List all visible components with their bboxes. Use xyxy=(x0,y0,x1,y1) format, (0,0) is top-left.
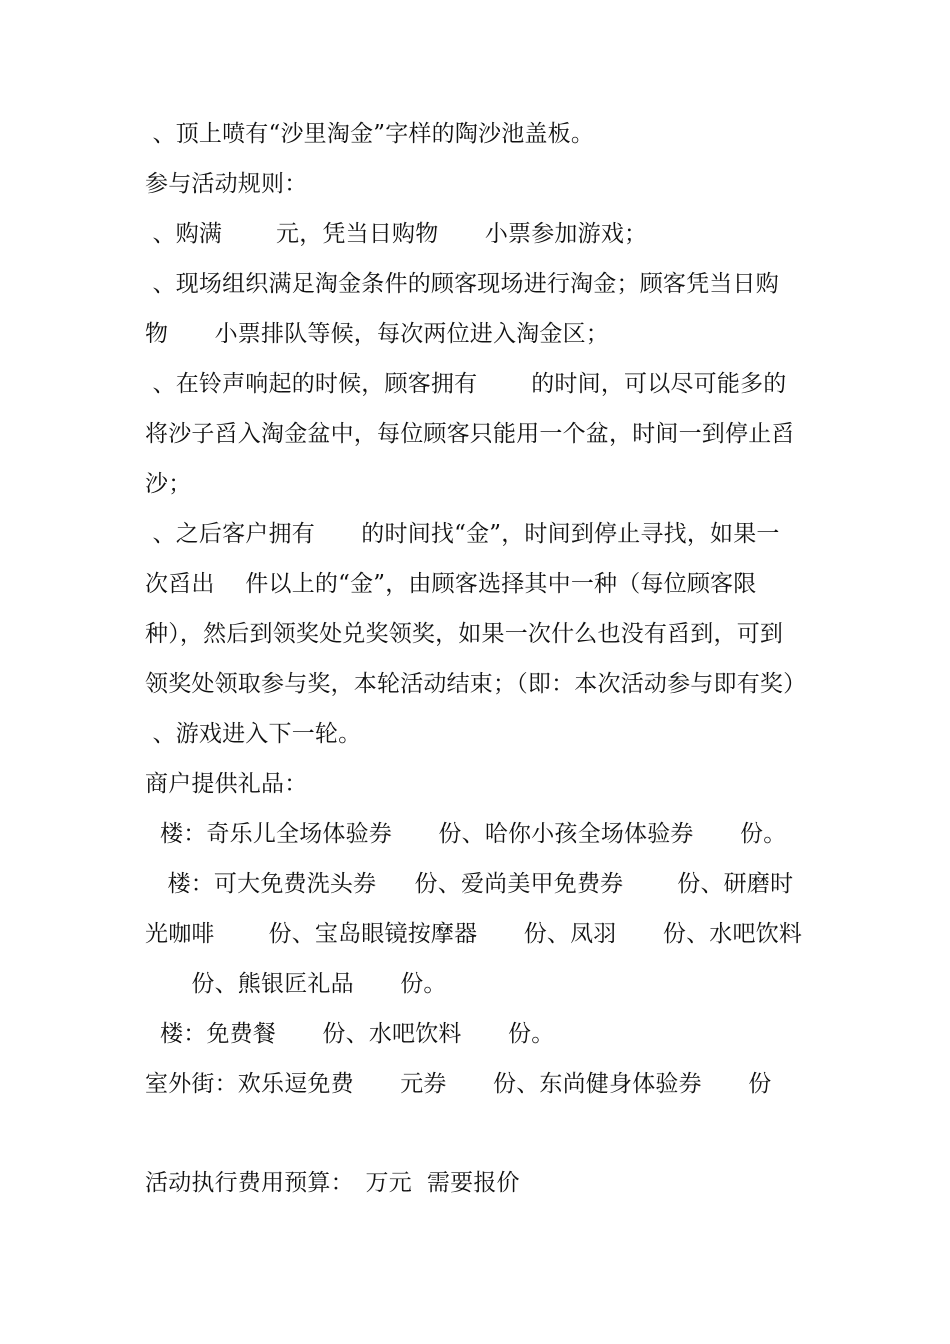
text-line: 楼：免费餐 份、水吧饮料 份。 xyxy=(145,1021,555,1047)
text-line: 将沙子舀入淘金盆中，每位顾客只能用一个盆，时间一到停止舀 xyxy=(145,421,795,447)
text-line: 沙； xyxy=(145,471,192,497)
text-line: 、购满 元，凭当日购物 小票参加游戏； xyxy=(145,221,648,247)
section-heading-rules: 参与活动规则： xyxy=(145,171,308,197)
text-line: 楼：奇乐儿全场体验券 份、哈你小孩全场体验券 份。 xyxy=(145,821,787,847)
text-line: 、现场组织满足淘金条件的顾客现场进行淘金；顾客凭当日购 xyxy=(145,271,779,297)
text-line: 、之后客户拥有 的时间找“金”，时间到停止寻找，如果一 xyxy=(145,521,780,547)
section-heading-gifts: 商户提供礼品： xyxy=(145,771,308,797)
text-line: 种），然后到领奖处兑奖领奖，如果一次什么也没有舀到，可到 xyxy=(145,621,784,647)
text-line: 、游戏进入下一轮。 xyxy=(145,721,362,747)
budget-line: 活动执行费用预算： 万元 需要报价 xyxy=(145,1170,520,1196)
text-line: 、顶上喷有“沙里淘金”字样的陶沙池盖板。 xyxy=(145,121,595,147)
text-line: 份、熊银匠礼品 份。 xyxy=(145,971,447,997)
text-line: 物 小票排队等候，每次两位进入淘金区； xyxy=(145,321,609,347)
text-line: 领奖处领取参与奖，本轮活动结束；（即：本次活动参与即有奖） xyxy=(145,671,807,697)
text-line: 、在铃声响起的时候，顾客拥有 的时间，可以尽可能多的 xyxy=(145,371,787,397)
text-line: 次舀出 件以上的“金”，由顾客选择其中一种（每位顾客限 xyxy=(145,571,757,597)
text-line: 室外街：欢乐逗免费 元券 份、东尚健身体验券 份 xyxy=(145,1071,772,1097)
text-line: 光咖啡 份、宝岛眼镜按摩器 份、凤羽 份、水吧饮料 xyxy=(145,921,803,947)
text-line: 楼：可大免费洗头券 份、爱尚美甲免费券 份、研磨时 xyxy=(145,871,794,897)
